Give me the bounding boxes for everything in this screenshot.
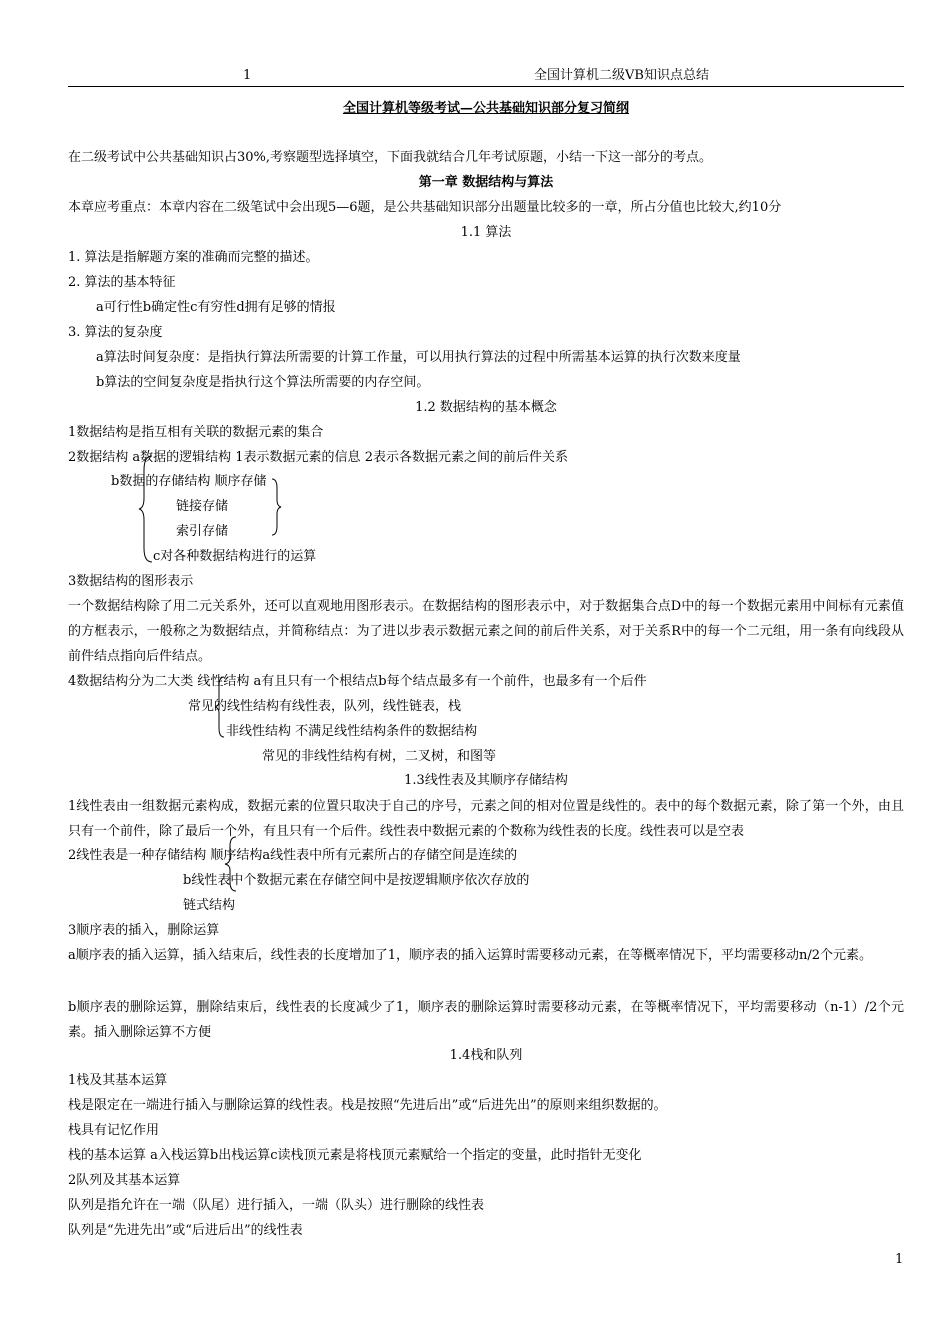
- section-1-3-title: 1.3线性表及其顺序存储结构: [404, 773, 568, 788]
- s12-p2: 2数据结构 a数据的逻辑结构 1表示数据元素的信息 2表示各数据元素之间的前后件关系: [68, 450, 568, 465]
- s12-p4: 4数据结构分为二大类 线性结构 a有且只有一个根结点b每个结点最多有一个前件，也最多有一个后件: [68, 674, 647, 689]
- s11-item-3: 3. 算法的复杂度: [68, 325, 163, 340]
- s13-p2: 2线性表是一种存储结构 顺序结构a线性表中所有元素所占的存储空间是连续的: [68, 848, 518, 863]
- s12-p2-storage: b数据的存储结构 顺序存储: [111, 474, 267, 489]
- s13-p3-delete: b顺序表的删除运算，删除结束后，线性表的长度减少了1，顺序表的删除运算时需要移动元素，在等概率情况下，平均需要移动（n-1）/2个元素。插入删除运算不方便: [68, 1000, 904, 1040]
- s12-p4-nonlinear-examples: 常见的非线性结构有树，二叉树，和图等: [262, 749, 497, 764]
- s12-p3-text: 一个数据结构除了用二元关系外，还可以直观地用图形表示。在数据结构的图形表示中，对于数据集合点D中的每一个数据元素用中间标有元素值的方框表示，一般称之为数据结点，并简称结点：为了进以步表示数据元素之间的前后件关系，对于关系R中的每一个二元组，用一条有向线段从前件结点指向后件结点。: [68, 599, 904, 664]
- s11-item-3-space: b算法的空间复杂度是指执行这个算法所需要的内存空间。: [96, 375, 430, 390]
- s14-p1: 1栈及其基本运算: [68, 1073, 168, 1088]
- s12-p1: 1数据结构是指互相有关联的数据元素的集合: [68, 425, 324, 440]
- s13-p2-sequential: b线性表中个数据元素在存储空间中是按逻辑顺序依次存放的: [183, 873, 530, 888]
- s12-p3: 3数据结构的图形表示: [68, 574, 194, 589]
- header-rule: [68, 86, 904, 87]
- s13-p2-linked: 链式结构: [183, 898, 236, 913]
- section-1-4-title: 1.4栈和队列: [449, 1048, 523, 1063]
- s13-p1: 1线性表由一组数据元素构成，数据元素的位置只取决于自己的序号，元素之间的相对位置是线性的。表中的每个数据元素，除了第一个外，由且只有一个前件，除了最后一个外，有且只有一个后件。线性表中数据元素的个数称为线性表的长度。线性表可以是空表: [68, 799, 904, 839]
- s13-p3-insert: a顺序表的插入运算，插入结束后，线性表的长度增加了1，顺序表的插入运算时需要移动元素，在等概率情况下，平均需要移动n/2个元素。: [68, 948, 873, 963]
- intro-paragraph: 在二级考试中公共基础知识占30%,考察题型选择填空，下面我就结合几年考试原题，小结一下这一部分的考点。: [68, 150, 713, 165]
- header-page-number: 1: [243, 68, 252, 83]
- header-title: 全国计算机二级VB知识点总结: [534, 68, 709, 83]
- section-1-1-title: 1.1 算法: [460, 225, 512, 240]
- s11-item-1: 1. 算法是指解题方案的准确而完整的描述。: [68, 250, 319, 265]
- s14-p1-def: 栈是限定在一端进行插入与删除运算的线性表。栈是按照“先进后出”或“后进先出”的原则来组织数据的。: [68, 1098, 667, 1113]
- right-brace-icon: [270, 478, 282, 536]
- s12-p2-ops: c对各种数据结构进行的运算: [153, 549, 317, 564]
- s11-item-3-time: a算法时间复杂度：是指执行算法所需要的计算工作量，可以用执行算法的过程中所需基本运算的执行次数来度量: [96, 350, 741, 365]
- s14-p2-def: 队列是指允许在一端（队尾）进行插入，一端（队头）进行删除的线性表: [68, 1198, 485, 1213]
- s12-p2-index: 索引存储: [176, 524, 229, 539]
- s12-p2-linked: 链接存储: [176, 499, 229, 514]
- s12-p4-linear-examples: 常见的线性结构有线性表，队列，线性链表，栈: [188, 699, 462, 714]
- s11-item-2-features: a可行性b确定性c有穷性d拥有足够的情报: [96, 300, 336, 315]
- s14-p1-ops: 栈的基本运算 a入栈运算b出栈运算c读栈顶元素是将栈顶元素赋给一个指定的变量，此时指针无变化: [68, 1148, 642, 1163]
- s14-p2-fifo: 队列是“先进先出”或“后进后出”的线性表: [68, 1223, 303, 1238]
- s14-p2: 2队列及其基本运算: [68, 1173, 181, 1188]
- footer-page-number: 1: [895, 1252, 904, 1267]
- s11-item-2: 2. 算法的基本特征: [68, 275, 176, 290]
- left-brace-icon: [138, 454, 154, 564]
- chapter-1-focus: 本章应考重点：本章内容在二级笔试中会出现5—6题，是公共基础知识部分出题量比较多的一章，所占分值也比较大,约10分: [68, 200, 782, 215]
- left-brace-icon: [214, 676, 226, 738]
- s12-p4-nonlinear: 非线性结构 不满足线性结构条件的数据结构: [226, 724, 478, 739]
- chapter-1-title: 第一章 数据结构与算法: [418, 175, 554, 190]
- left-brace-icon: [224, 836, 238, 892]
- s14-p1-memory: 栈具有记忆作用: [68, 1123, 160, 1138]
- s13-p3: 3顺序表的插入，删除运算: [68, 923, 220, 938]
- section-1-2-title: 1.2 数据结构的基本概念: [415, 400, 557, 415]
- document-title: 全国计算机等级考试—公共基础知识部分复习简纲: [342, 101, 629, 116]
